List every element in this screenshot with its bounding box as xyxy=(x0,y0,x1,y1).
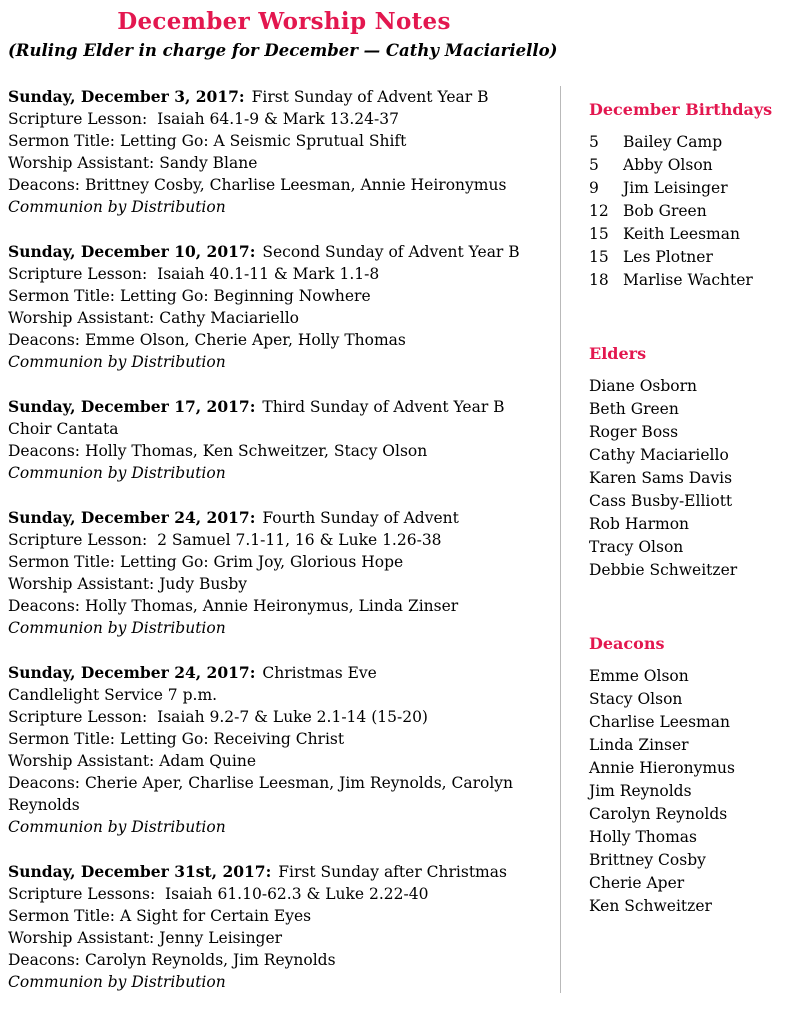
service-detail-line: Deacons: Carolyn Reynolds, Jim Reynolds xyxy=(8,951,336,969)
service-detail-line: Deacons: Brittney Cosby, Charlise Leesman, Annie Heironymus xyxy=(8,176,507,194)
elders-section xyxy=(589,342,800,582)
communion-note: Communion by Distribution xyxy=(8,818,226,836)
service-block-dec-3 xyxy=(8,86,560,218)
page-subtitle: (Ruling Elder in charge for December — Cathy Maciariello) xyxy=(8,41,558,60)
birthdays-section xyxy=(589,98,800,292)
deacon-name: Annie Hieronymus xyxy=(589,759,735,777)
deacon-name: Cherie Aper xyxy=(589,874,685,892)
service-detail-line: Scripture Lesson: Isaiah 64.1-9 & Mark 13.24-37 xyxy=(8,110,399,128)
service-detail-line: Scripture Lessons: Isaiah 61.10-62.3 & Luke 2.22-40 xyxy=(8,885,429,903)
service-detail-line: Scripture Lesson: Isaiah 40.1-11 & Mark 1.1-8 xyxy=(8,265,380,283)
service-detail-line: Scripture Lesson: 2 Samuel 7.1-11, 16 & Luke 1.26-38 xyxy=(8,531,442,549)
birthday-name: Bailey Camp xyxy=(623,133,723,151)
birthday-row xyxy=(589,154,800,177)
elders-heading: Elders xyxy=(589,344,647,363)
birthday-day: 5 xyxy=(589,156,599,174)
service-block-dec-24-christmas-eve xyxy=(8,662,560,838)
elder-name: Karen Sams Davis xyxy=(589,469,733,487)
elder-name: Cathy Maciariello xyxy=(589,446,729,464)
service-detail-line: Worship Assistant: Adam Quine xyxy=(8,752,256,770)
deacon-name: Linda Zinser xyxy=(589,736,689,754)
content-columns xyxy=(8,86,800,993)
communion-note: Communion by Distribution xyxy=(8,973,226,991)
birthday-row xyxy=(589,200,800,223)
page-title: December Worship Notes xyxy=(117,8,451,35)
service-block-dec-24-advent xyxy=(8,507,560,639)
service-occasion: Fourth Sunday of Advent xyxy=(262,509,459,527)
communion-note: Communion by Distribution xyxy=(8,464,226,482)
birthday-name: Les Plotner xyxy=(623,248,713,266)
deacon-name: Emme Olson xyxy=(589,667,689,685)
service-heading xyxy=(8,662,560,684)
service-detail-line: Worship Assistant: Sandy Blane xyxy=(8,154,258,172)
service-block-dec-17 xyxy=(8,396,560,484)
service-detail-line: Sermon Title: Letting Go: A Seismic Sprutual Shift xyxy=(8,132,407,150)
elder-name: Rob Harmon xyxy=(589,515,690,533)
service-detail-line: Deacons: Holly Thomas, Annie Heironymus, Linda Zinser xyxy=(8,597,459,615)
elder-name: Roger Boss xyxy=(589,423,679,441)
service-heading xyxy=(8,507,560,529)
service-occasion: Third Sunday of Advent Year B xyxy=(262,398,505,416)
service-heading xyxy=(8,861,560,883)
service-occasion: Second Sunday of Advent Year B xyxy=(262,243,520,261)
service-detail-line: Sermon Title: Letting Go: Receiving Christ xyxy=(8,730,345,748)
birthday-day: 15 xyxy=(589,248,609,266)
sidebar xyxy=(560,86,800,993)
service-block-dec-10 xyxy=(8,241,560,373)
communion-note: Communion by Distribution xyxy=(8,198,226,216)
birthday-day: 18 xyxy=(589,271,609,289)
service-detail-line: Choir Cantata xyxy=(8,420,119,438)
service-date: Sunday, December 3, 2017: xyxy=(8,87,245,106)
birthday-day: 5 xyxy=(589,133,599,151)
birthday-row xyxy=(589,131,800,154)
service-heading xyxy=(8,241,560,263)
birthday-name: Abby Olson xyxy=(623,156,713,174)
service-detail-line: Deacons: Holly Thomas, Ken Schweitzer, Stacy Olson xyxy=(8,442,428,460)
service-detail-line: Worship Assistant: Jenny Leisinger xyxy=(8,929,283,947)
deacon-name: Holly Thomas xyxy=(589,828,697,846)
service-block-dec-31 xyxy=(8,861,560,993)
service-detail-line: Sermon Title: Letting Go: Grim Joy, Glorious Hope xyxy=(8,553,404,571)
document-header xyxy=(8,8,560,60)
deacon-name: Carolyn Reynolds xyxy=(589,805,728,823)
birthday-day: 9 xyxy=(589,179,599,197)
birthday-row xyxy=(589,269,800,292)
elder-name: Cass Busby-Elliott xyxy=(589,492,733,510)
service-occasion: Christmas Eve xyxy=(262,664,377,682)
deacon-name: Stacy Olson xyxy=(589,690,683,708)
communion-note: Communion by Distribution xyxy=(8,619,226,637)
deacon-name: Brittney Cosby xyxy=(589,851,706,869)
service-occasion: First Sunday after Christmas xyxy=(278,863,507,881)
service-detail-line: Deacons: Emme Olson, Cherie Aper, Holly Thomas xyxy=(8,331,406,349)
service-date: Sunday, December 24, 2017: xyxy=(8,663,256,682)
birthday-row xyxy=(589,223,800,246)
deacon-name: Jim Reynolds xyxy=(589,782,692,800)
birthday-name: Bob Green xyxy=(623,202,707,220)
service-detail-line: Candlelight Service 7 p.m. xyxy=(8,686,218,704)
service-date: Sunday, December 31st, 2017: xyxy=(8,862,272,881)
service-detail-line: Worship Assistant: Judy Busby xyxy=(8,575,248,593)
worship-notes-column xyxy=(8,86,560,993)
service-date: Sunday, December 17, 2017: xyxy=(8,397,256,416)
birthday-row xyxy=(589,246,800,269)
service-detail-line: Sermon Title: A Sight for Certain Eyes xyxy=(8,907,312,925)
deacons-section xyxy=(589,632,800,918)
service-date: Sunday, December 24, 2017: xyxy=(8,508,256,527)
birthday-row xyxy=(589,177,800,200)
birthday-name: Keith Leesman xyxy=(623,225,740,243)
service-detail-line: Sermon Title: Letting Go: Beginning Nowhere xyxy=(8,287,371,305)
birthdays-heading: December Birthdays xyxy=(589,100,773,119)
birthday-day: 12 xyxy=(589,202,609,220)
service-heading xyxy=(8,396,560,418)
elder-name: Diane Osborn xyxy=(589,377,698,395)
service-detail-line: Deacons: Cherie Aper, Charlise Leesman, Jim Reynolds, Carolyn Reynolds xyxy=(8,774,518,814)
elder-name: Debbie Schweitzer xyxy=(589,561,738,579)
service-detail-line: Worship Assistant: Cathy Maciariello xyxy=(8,309,299,327)
service-heading xyxy=(8,86,560,108)
birthday-day: 15 xyxy=(589,225,609,243)
elder-name: Beth Green xyxy=(589,400,679,418)
communion-note: Communion by Distribution xyxy=(8,353,226,371)
service-detail-line: Scripture Lesson: Isaiah 9.2-7 & Luke 2.1-14 (15-20) xyxy=(8,708,428,726)
birthday-name: Marlise Wachter xyxy=(623,271,753,289)
birthday-name: Jim Leisinger xyxy=(623,179,728,197)
deacon-name: Ken Schweitzer xyxy=(589,897,712,915)
elder-name: Tracy Olson xyxy=(589,538,684,556)
deacons-heading: Deacons xyxy=(589,634,665,653)
deacon-name: Charlise Leesman xyxy=(589,713,730,731)
service-occasion: First Sunday of Advent Year B xyxy=(251,88,489,106)
service-date: Sunday, December 10, 2017: xyxy=(8,242,256,261)
